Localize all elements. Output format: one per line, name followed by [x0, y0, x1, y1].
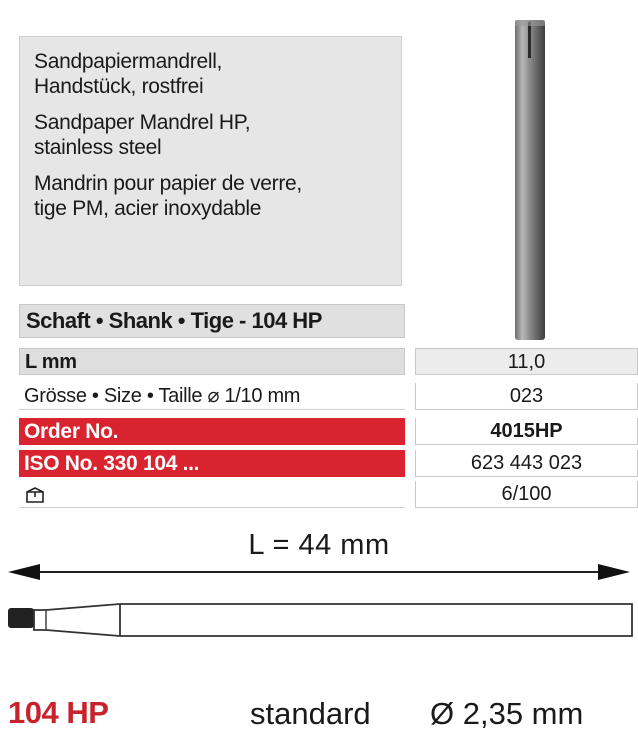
package-row	[19, 481, 638, 508]
order-row	[19, 418, 638, 445]
shank-header: Schaft • Shank • Tige - 104 HP	[19, 304, 405, 338]
mandrel-shank-image	[512, 18, 548, 340]
shank-diameter: Ø 2,35 mm	[430, 696, 584, 731]
dimension-arrow	[8, 564, 630, 580]
instrument-drawing	[0, 560, 638, 650]
description-english: Sandpaper Mandrel HP, stainless steel	[34, 111, 251, 159]
length-dimension-label: L = 44 mm	[248, 529, 390, 561]
package-value: 6/100	[415, 481, 638, 508]
package-label	[19, 481, 405, 508]
product-code: 104 HP	[8, 695, 109, 730]
iso-label: ISO No. 330 104 ...	[19, 450, 405, 477]
length-label: L mm	[19, 348, 405, 375]
order-value: 4015HP	[415, 418, 638, 445]
description-french: Mandrin pour papier de verre, tige PM, acier inoxydable	[34, 172, 302, 220]
length-value: 11,0	[415, 348, 638, 375]
description-box	[19, 36, 402, 286]
size-label: Grösse • Size • Taille ⌀ 1/10 mm	[19, 383, 405, 410]
package-icon	[24, 485, 46, 505]
iso-row	[19, 450, 638, 477]
shank-type: standard	[250, 696, 371, 731]
iso-value: 623 443 023	[415, 450, 638, 477]
size-row	[19, 383, 638, 410]
mandrel-outline	[8, 604, 632, 636]
length-row	[19, 348, 638, 375]
description-german: Sandpapiermandrell, Handstück, rostfrei	[34, 50, 223, 98]
order-label: Order No.	[19, 418, 405, 445]
size-value: 023	[415, 383, 638, 410]
